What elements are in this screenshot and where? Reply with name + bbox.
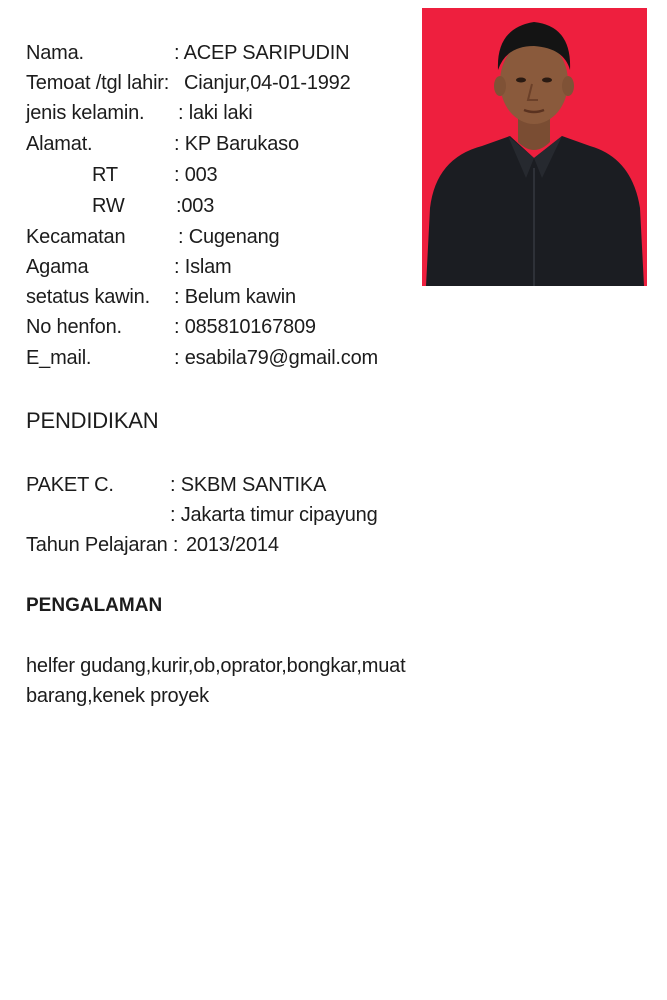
- photo-eye-right: [542, 78, 552, 83]
- rt-value: : 003: [174, 164, 218, 186]
- gender-value: : laki laki: [178, 102, 253, 124]
- profile-photo: [422, 8, 647, 286]
- experience-line: helfer gudang,kurir,ob,oprator,bongkar,muat: [26, 655, 406, 677]
- district-label: Kecamatan: [26, 226, 126, 248]
- district-value: : Cugenang: [178, 226, 280, 248]
- email-value: : esabila79@gmail.com: [174, 347, 378, 369]
- photo-ear-right: [562, 76, 574, 96]
- phone-value: : 085810167809: [174, 316, 316, 338]
- education-year-value: 2013/2014: [186, 534, 279, 556]
- name-label: Nama.: [26, 42, 84, 64]
- marital-status-value: : Belum kawin: [174, 286, 296, 308]
- education-school-value: : SKBM SANTIKA: [170, 474, 327, 496]
- religion-value: : Islam: [174, 256, 232, 278]
- address-label: Alamat.: [26, 133, 93, 155]
- education-school-location: : Jakarta timur cipayung: [170, 504, 378, 526]
- marital-status-label: setatus kawin.: [26, 286, 150, 308]
- photo-eye-left: [516, 78, 526, 83]
- rt-label: RT: [92, 164, 118, 186]
- experience-line: barang,kenek proyek: [26, 685, 209, 707]
- education-heading: PENDIDIKAN: [26, 408, 159, 433]
- phone-label: No henfon.: [26, 316, 122, 338]
- religion-label: Agama: [26, 256, 89, 278]
- rw-label: RW: [92, 195, 125, 217]
- gender-label: jenis kelamin.: [26, 102, 145, 124]
- education-year-label: Tahun Pelajaran :: [26, 534, 179, 556]
- experience-heading: PENGALAMAN: [26, 595, 163, 616]
- profile-photo-illustration: [422, 8, 647, 286]
- email-label: E_mail.: [26, 347, 92, 369]
- birth-label: Temoat /tgl lahir:: [26, 72, 170, 94]
- rw-value: :003: [176, 195, 215, 217]
- name-value: : ACEP SARIPUDIN: [174, 42, 350, 64]
- photo-ear-left: [494, 76, 506, 96]
- birth-value: Cianjur,04-01-1992: [184, 72, 351, 94]
- education-program-label: PAKET C.: [26, 474, 114, 496]
- address-value: : KP Barukaso: [174, 133, 299, 155]
